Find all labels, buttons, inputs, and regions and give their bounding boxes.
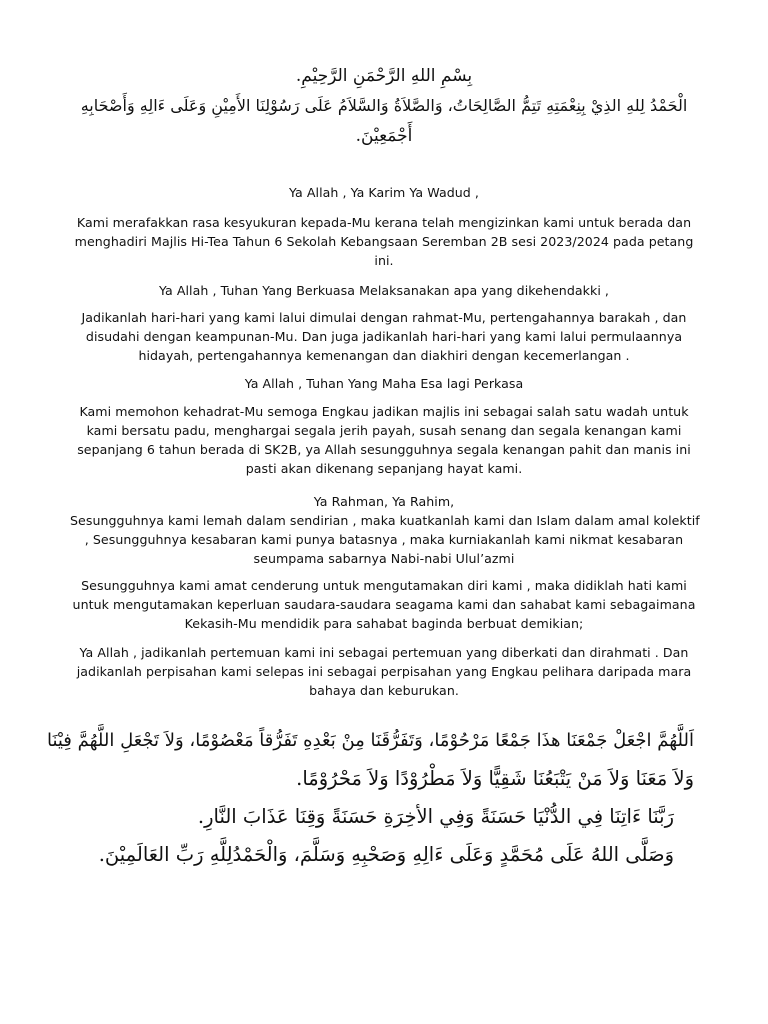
paragraph-line: Ya Allah , Ya Karim Ya Wadud ,	[289, 185, 479, 200]
paragraph-line: kami bersatu padu, menghargai segala jerih payah, susah senang dan segala kenangan kami	[86, 423, 682, 438]
paragraph-line: Sesungguhnya kami lemah dalam sendirian , maka kuatkanlah kami dan Islam dalam amal kolektif	[70, 513, 700, 528]
paragraph-line: hidayah, pertengahannya kemenangan dan diakhiri dengan kecemerlangan .	[138, 348, 630, 363]
paragraph-line: Kekasih-Mu mendidik para sahabat baginda berbuat demikian;	[184, 616, 584, 631]
paragraph-line: Jadikanlah hari-hari yang kami lalui dimulai dengan rahmat-Mu, pertengahannya barakah , dan	[81, 310, 687, 325]
paragraph-line: bahaya dan keburukan.	[309, 683, 459, 698]
paragraph-memohon	[70, 402, 698, 478]
paragraph-hari-hari	[70, 308, 698, 365]
paragraph-ya-allah-karim	[70, 183, 698, 202]
paragraph-line: ini.	[374, 253, 394, 268]
paragraph-line: Ya Allah , Tuhan Yang Maha Esa lagi Perkasa	[244, 376, 524, 391]
paragraph-line: untuk mengutamakan keperluan saudara-saudara seagama kami dan sahabat kami sebagaimana	[72, 597, 696, 612]
paragraph-pertemuan	[70, 643, 698, 700]
paragraph-line: sepanjang 6 tahun berada di SK2B, ya Allah sesungguhnya segala kenangan pahit dan manis ini	[77, 442, 691, 457]
paragraph-line: Ya Rahman, Ya Rahim,	[313, 494, 455, 509]
header-hamdalah-line-1: الْحَمْدُ لِلهِ الذِيْ بِنِعْمَتِهِ تَتِمُّ الصَّالِحَاتُ، وَالصَّلاَةُ وَالسَّلاَمُ عَلَى رَسُوْلِنَا الأَمِيْنِ وَعَلَى ءَالِهِ وَأَصْحَابِهِ	[80, 96, 688, 115]
doa-line: اَللَّهُمَّ اجْعَلْ جَمْعَنَا هذَا جَمْعًا مَرْحُوْمًا، وَتَفَرُّقَنَا مِنْ بَعْدِهِ تَفَرُّقاً مَعْصُوْمًا، وَلاَ تَجْعَلِ اللَّهُمَّ فِيْنَا	[46, 730, 694, 751]
paragraph-line: seumpama sabarnya Nabi-nabi Ulul’azmi	[253, 551, 515, 566]
paragraph-line: Ya Allah , jadikanlah pertemuan kami ini sebagai pertemuan yang diberkati dan dirahmati . Dan	[79, 645, 689, 660]
paragraph-line: Kami memohon kehadrat-Mu semoga Engkau jadikan majlis ini sebagai salah satu wadah untuk	[79, 404, 689, 419]
paragraph-cenderung	[70, 576, 698, 633]
header-basmala: بِسْمِ اللهِ الرَّحْمَنِ الرَّحِيْمِ.	[295, 66, 473, 86]
paragraph-line: jadikanlah perpisahan kami selepas ini sebagai perpisahan yang Engkau pelihara daripada mara	[76, 664, 692, 679]
paragraph-maha-esa	[70, 374, 698, 393]
paragraph-line: Ya Allah , Tuhan Yang Berkuasa Melaksanakan apa yang dikehendakki ,	[159, 283, 609, 298]
paragraph-line: Sesungguhnya kami amat cenderung untuk mengutamakan diri kami , maka didiklah hati kami	[81, 578, 687, 593]
arabic-closing-doa	[46, 722, 694, 874]
paragraph-line: disudahi dengan keampunan-Mu. Dan juga jadikanlah hari-hari yang kami lalui permulaannya	[85, 329, 683, 344]
doa-line: رَبَّنَا ءَاتِنَا فِي الدُّنْيَا حَسَنَةً وَفِي الأخِرَةِ حَسَنَةً وَقِنَا عَذَابَ النَّارِ.	[197, 805, 674, 828]
paragraph-kesyukuran	[70, 213, 698, 270]
paragraph-line: Kami merafakkan rasa kesyukuran kepada-Mu kerana telah mengizinkan kami untuk berada dan	[76, 215, 692, 230]
paragraph-line: , Sesungguhnya kesabaran kami punya batasnya , maka kurniakanlah kami nikmat kesabaran	[84, 532, 684, 547]
paragraph-line: pasti akan dikenang sepanjang hayat kami.	[245, 461, 523, 476]
paragraph-line: menghadiri Majlis Hi-Tea Tahun 6 Sekolah Kebangsaan Seremban 2B sesi 2023/2024 pada petang	[74, 234, 694, 249]
doa-line: وَلاَ مَعَنَا وَلاَ مَنْ يَتْبَعُنَا شَقِيًّا وَلاَ مَطْرُوْدًا وَلاَ مَحْرُوْمًا.	[296, 767, 694, 790]
doa-line: وَصَلَّى اللهُ عَلَى مُحَمَّدٍ وَعَلَى ءَالِهِ وَصَحْبِهِ وَسَلَّمَ، وَالْحَمْدُلِلَّهِ رَبِّ العَالَمِيْنَ.	[98, 843, 674, 866]
header-hamdalah-line-2: أَجْمَعِيْنَ.	[355, 126, 413, 146]
paragraph-tuhan-berkuasa	[70, 281, 698, 300]
arabic-opening-header	[70, 61, 698, 151]
paragraph-ya-rahman	[70, 492, 698, 568]
